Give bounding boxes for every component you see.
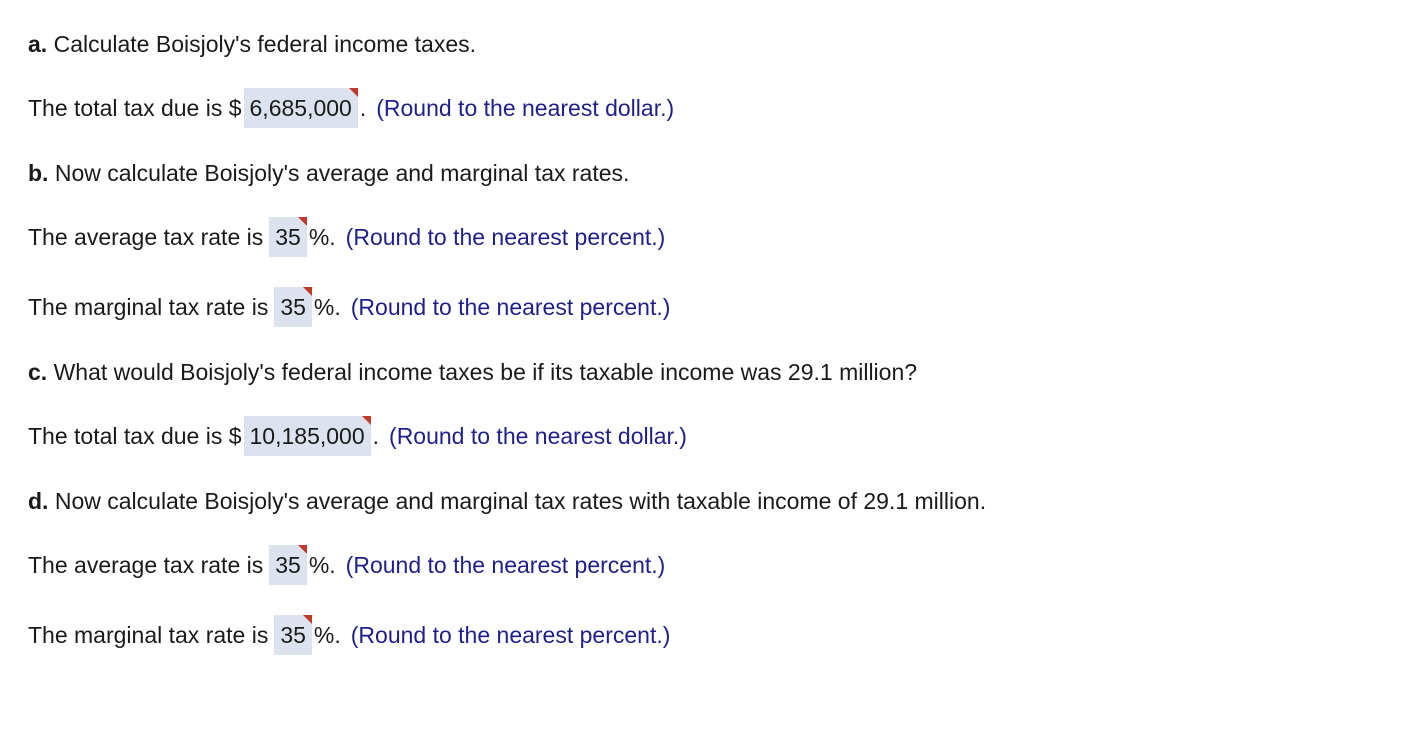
answer-suffix: . bbox=[372, 423, 380, 449]
incorrect-flag-icon bbox=[298, 545, 307, 554]
question-d-prompt: Now calculate Boisjoly's average and marginal tax rates with taxable income of 29.1 million. bbox=[54, 488, 987, 514]
answer-suffix: %. bbox=[308, 552, 336, 578]
question-c-prompt: What would Boisjoly's federal income taxes be if its taxable income was 29.1 million? bbox=[53, 359, 918, 385]
answer-value: 35 bbox=[280, 294, 306, 320]
question-b-marginal-row bbox=[28, 287, 670, 327]
incorrect-flag-icon bbox=[362, 416, 371, 425]
answer-value: 35 bbox=[280, 622, 306, 648]
marginal-rate-answer-field[interactable] bbox=[274, 615, 312, 655]
question-c-label: c. bbox=[28, 359, 48, 385]
average-rate-answer-field[interactable] bbox=[269, 217, 307, 257]
question-b-prompt: Now calculate Boisjoly's average and marginal tax rates. bbox=[54, 160, 630, 186]
rounding-hint: (Round to the nearest percent.) bbox=[350, 294, 671, 320]
answer-value: 35 bbox=[275, 552, 301, 578]
incorrect-flag-icon bbox=[349, 88, 358, 97]
rounding-hint: (Round to the nearest dollar.) bbox=[376, 95, 675, 121]
answer-suffix: %. bbox=[313, 294, 341, 320]
marginal-rate-answer-field[interactable] bbox=[274, 287, 312, 327]
rounding-hint: (Round to the nearest dollar.) bbox=[389, 423, 687, 449]
answer-value: 6,685,000 bbox=[249, 95, 352, 121]
question-d-average-row bbox=[28, 545, 665, 585]
total-tax-prefix: The total tax due is $ bbox=[28, 95, 242, 121]
question-b-label: b. bbox=[28, 160, 49, 186]
total-tax-prefix: The total tax due is $ bbox=[28, 423, 242, 449]
rounding-hint: (Round to the nearest percent.) bbox=[345, 552, 666, 578]
average-rate-prefix: The average tax rate is bbox=[28, 552, 264, 578]
question-a-total-row bbox=[28, 88, 674, 128]
question-d-marginal-row bbox=[28, 615, 670, 655]
answer-suffix: %. bbox=[313, 622, 341, 648]
question-c-heading bbox=[28, 358, 917, 386]
rounding-hint: (Round to the nearest percent.) bbox=[350, 622, 671, 648]
question-a-prompt: Calculate Boisjoly's federal income taxes. bbox=[53, 31, 477, 57]
answer-suffix: . bbox=[359, 95, 367, 121]
answer-value: 10,185,000 bbox=[249, 423, 365, 449]
question-b-heading bbox=[28, 159, 629, 187]
question-a-label: a. bbox=[28, 31, 48, 57]
incorrect-flag-icon bbox=[298, 217, 307, 226]
answer-suffix: %. bbox=[308, 224, 336, 250]
incorrect-flag-icon bbox=[303, 615, 312, 624]
marginal-rate-prefix: The marginal tax rate is bbox=[28, 622, 269, 648]
question-d-heading bbox=[28, 487, 986, 515]
answer-value: 35 bbox=[275, 224, 301, 250]
question-c-total-row bbox=[28, 416, 687, 456]
average-rate-answer-field[interactable] bbox=[269, 545, 307, 585]
question-a-heading bbox=[28, 30, 476, 58]
question-b-average-row bbox=[28, 217, 665, 257]
total-tax-answer-field[interactable] bbox=[244, 416, 371, 456]
incorrect-flag-icon bbox=[303, 287, 312, 296]
marginal-rate-prefix: The marginal tax rate is bbox=[28, 294, 269, 320]
average-rate-prefix: The average tax rate is bbox=[28, 224, 264, 250]
rounding-hint: (Round to the nearest percent.) bbox=[345, 224, 666, 250]
question-d-label: d. bbox=[28, 488, 49, 514]
total-tax-answer-field[interactable] bbox=[244, 88, 358, 128]
